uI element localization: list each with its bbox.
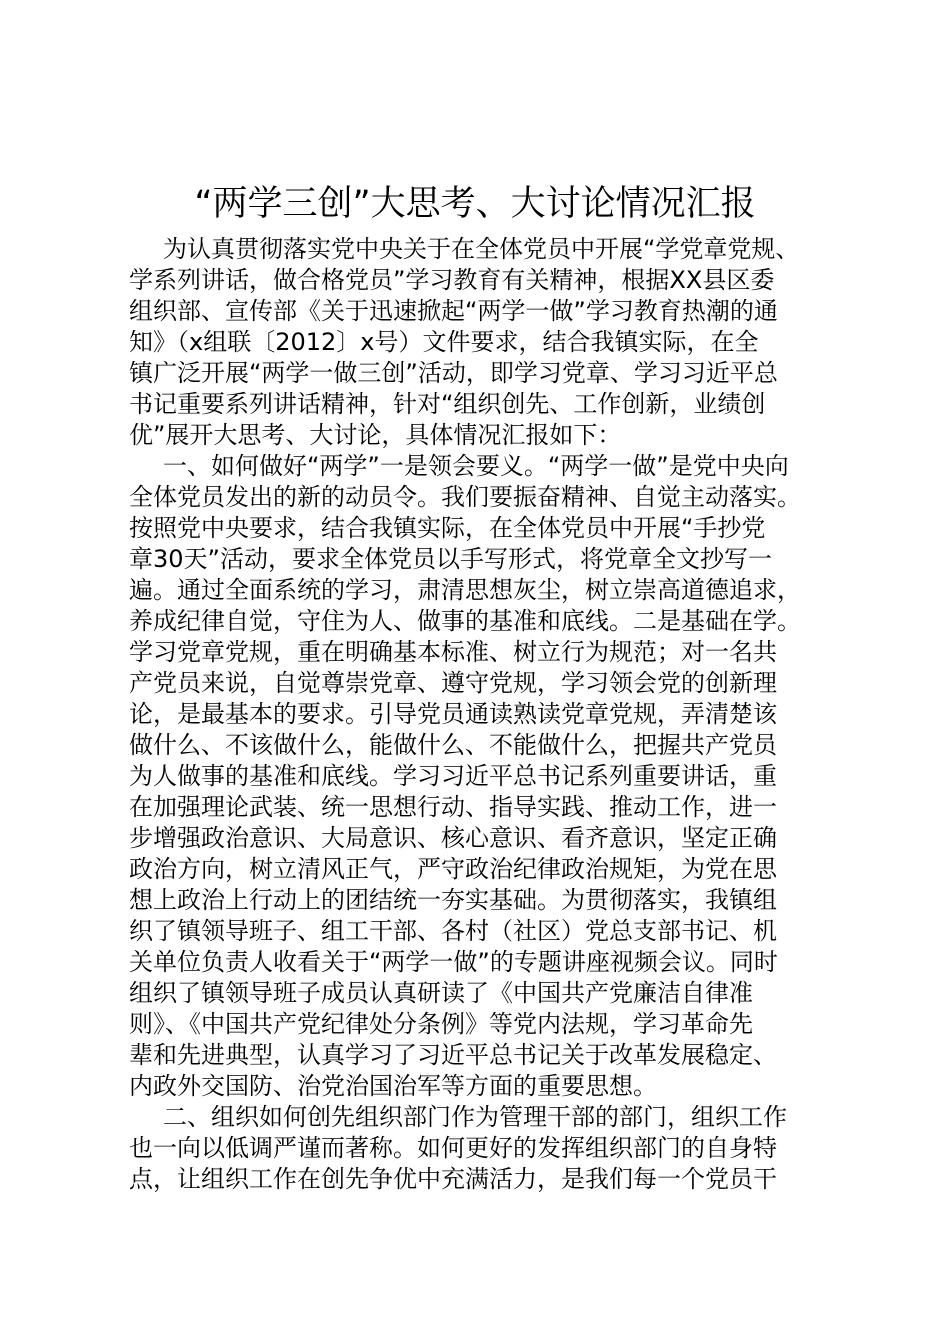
paragraph-line: 想上政治上行动上的团结统一夯实基础。为贯彻落实，我镇组: [129, 886, 777, 914]
paragraph-line: 也一向以低调严谨而著称。如何更好的发挥组织部门的自身特: [129, 1134, 777, 1162]
paragraph-line: 按照党中央要求，结合我镇实际，在全体党员中开展“手抄党: [129, 514, 766, 542]
paragraph-line: 织了镇领导班子、组工干部、各村（社区）党总支部书记、机: [129, 917, 777, 945]
paragraph-line: 养成纪律自觉，守住为人、做事的基准和底线。二是基础在学。: [129, 607, 801, 635]
paragraph-line: 全体党员发出的新的动员令。我们要振奋精神、自觉主动落实。: [129, 483, 801, 511]
paragraph-line: 为人做事的基准和底线。学习习近平总书记系列重要讲话，重: [129, 762, 777, 790]
document-body: [129, 234, 829, 1195]
paragraph-first-line: 一、如何做好“两学”一是领会要义。“两学一做”是党中央向: [163, 452, 789, 480]
paragraph-line: 知》（x组联〔2012〕x号）文件要求，结合我镇实际，在全: [129, 328, 759, 356]
paragraph-line: 政治方向，树立清风正气，严守政治纪律政治规矩，为党在思: [129, 855, 777, 883]
paragraph-line: 内政外交国防、治党治国治军等方面的重要思想。: [129, 1072, 657, 1100]
paragraph-line: 组织了镇领导班子成员认真研读了《中国共产党廉洁自律准: [129, 979, 753, 1007]
paragraph-line: 学系列讲话，做合格党员”学习教育有关精神，根据XX县区委: [129, 266, 775, 294]
paragraph-line: 辈和先进典型，认真学习了习近平总书记关于改革发展稳定、: [129, 1041, 777, 1069]
paragraph-line: 学习党章党规，重在明确基本标准、树立行为规范；对一名共: [129, 638, 777, 666]
paragraph-line: 产党员来说，自觉尊崇党章、遵守党规，学习领会党的创新理: [129, 669, 777, 697]
paragraph-line: 步增强政治意识、大局意识、核心意识、看齐意识，坚定正确: [129, 824, 777, 852]
paragraph-line: 书记重要系列讲话精神，针对“组织创先、工作创新，业绩创: [129, 390, 766, 418]
paragraph-line: 论，是最基本的要求。引导党员通读熟读党章党规，弄清楚该: [129, 700, 777, 728]
paragraph-first-line: 二、组织如何创先组织部门作为管理干部的部门，组织工作: [163, 1103, 787, 1131]
paragraph-line: 镇广泛开展“两学一做三创”活动，即学习党章、学习习近平总: [129, 359, 778, 387]
paragraph-line: 关单位负责人收看关于“两学一做”的专题讲座视频会议。同时: [129, 948, 778, 976]
document-title: “两学三创”大思考、大讨论情况汇报: [194, 184, 756, 224]
paragraph-line: 则》、《中国共产党纪律处分条例》等党内法规，学习革命先: [129, 1010, 753, 1038]
paragraph-line: 做什么、不该做什么，能做什么、不能做什么，把握共产党员: [129, 731, 777, 759]
paragraph-line: 组织部、宣传部《关于迅速掀起“两学一做”学习教育热潮的通: [129, 297, 778, 325]
paragraph-line: 章30天”活动，要求全体党员以手写形式，将党章全文抄写一: [129, 545, 772, 573]
paragraph-line: 遍。通过全面系统的学习，肃清思想灰尘，树立崇高道德追求，: [129, 576, 801, 604]
paragraph-line: 点，让组织工作在创先争优中充满活力，是我们每一个党员干: [129, 1165, 777, 1193]
paragraph-first-line: 为认真贯彻落实党中央关于在全体党员中开展“学党章党规、: [163, 235, 800, 263]
paragraph-line: 在加强理论武装、统一思想行动、指导实践、推动工作，进一: [129, 793, 777, 821]
paragraph-line: 优”展开大思考、大讨论，具体情况汇报如下：: [129, 421, 622, 449]
